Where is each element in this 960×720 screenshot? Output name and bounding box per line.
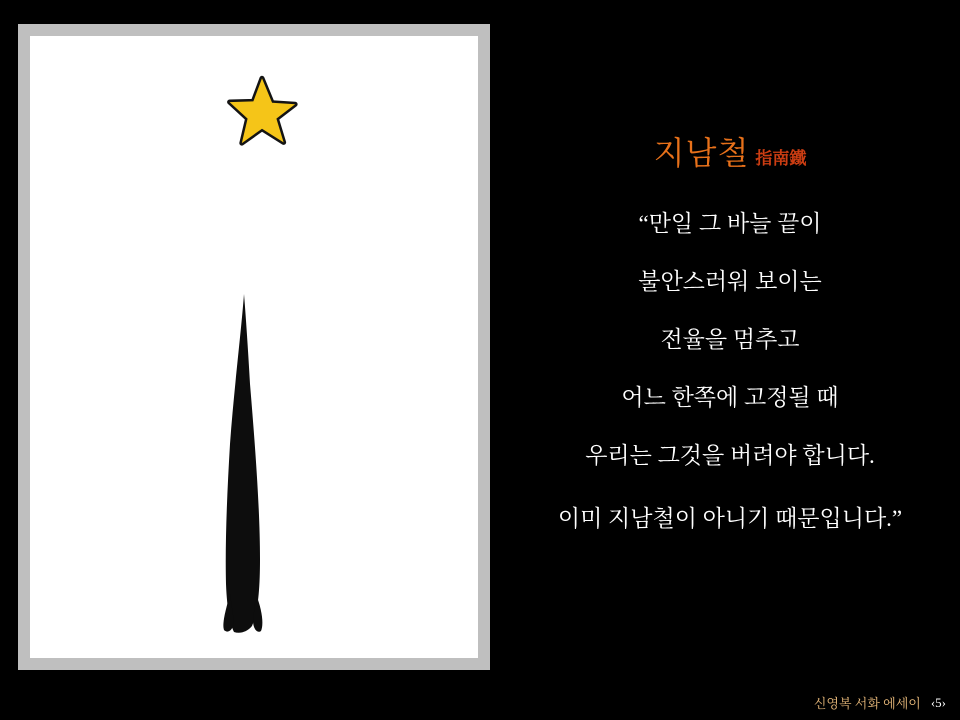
ink-brush-needle-icon (200, 294, 290, 634)
footer-credit: 신영복 서화 에세이 (813, 696, 921, 711)
poem-line: 전율을 멈추고 (660, 327, 800, 352)
text-column (500, 0, 960, 720)
footer (814, 693, 946, 712)
artwork-canvas (30, 36, 478, 658)
artwork-frame (18, 24, 490, 670)
five-point-star-icon (226, 74, 298, 146)
poem-line: “만일 그 바늘 끝이 (638, 211, 822, 236)
poem-line: 이미 지남철이 아니기 때문입니다.” (557, 506, 903, 531)
poem-line: 불안스러워 보이는 (638, 269, 822, 294)
page-number: ‹5› (930, 694, 946, 710)
poem-block (500, 212, 960, 530)
title-korean: 지남철 (653, 135, 750, 171)
title-hanja: 指南鐵 (755, 149, 807, 168)
poem-line: 어느 한쪽에 고정될 때 (621, 385, 839, 410)
poem-line: 우리는 그것을 버려야 합니다. (585, 443, 875, 468)
page-title (500, 128, 960, 174)
